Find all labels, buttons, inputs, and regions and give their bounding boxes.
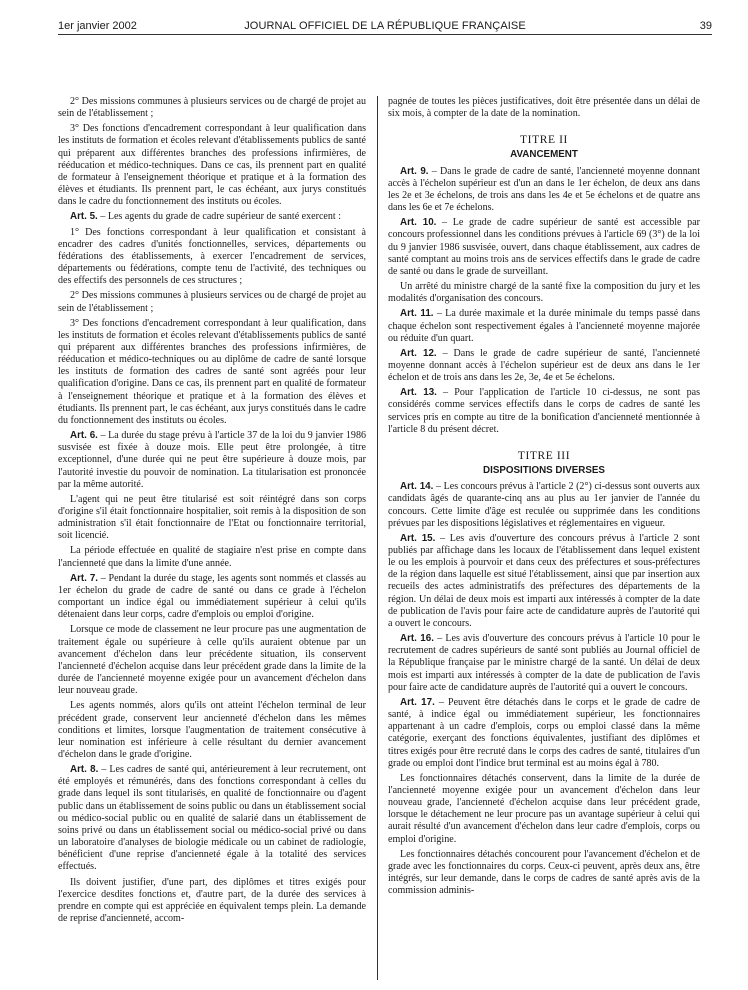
paragraph: Les agents nommés, alors qu'ils ont atteint l'échelon terminal de leur précédent grade, conservent leur ancienneté d'échelon dans les mêmes conditions et limites, lorsque l'augmentation de traitement consécutive à leur nomination est inférieure à celle résultant du dernier avancement d'échelon dans le grade d'origine. [58,700,366,760]
paragraph: 1° Des fonctions correspondant à leur qualification et consistant à encadrer des cadres d'unités fonctionnelles, services, départements ou fédérations des établissements, à exercer l'encadrement de services, départements ou fédérations, compte tenu de l'activité, des techniques ou des effectifs des personnels de ces structures ; [58,226,366,287]
article-text: – Dans le grade de cadre de santé, l'ancienneté moyenne donnant accès à l'échelon supérieur est d'un an dans le 1er échelon, de deux ans dans les 2e et 3e échelons, de trois ans dans les 4e et 5e échelons et de quatre ans dans les 6e et 7e échelons. [388,165,700,214]
article-text: – Dans le grade de cadre supérieur de santé, l'ancienneté moyenne donnant accès à l'échelon supérieur est de deux ans dans le 1er échelon et de trois ans dans les 2e, 3e, 4e et 5e échelons. [388,347,700,384]
column-divider [377,96,378,980]
article-text: – Les cadres de santé qui, antérieurement à leur recrutement, ont été employés et rémunérés, dans des fonctions correspondant à celles du grade dans lequel ils sont titularisés, en qualité de fonctionnaire ou d'agent public dans un établissement de soins public ou dans un établissement social ou médico-social public ou en qualité de salarié dans un établissement de soins privé ou dans un établissement social ou médico-social privé ou dans un laboratoire d'analyses de biologie médicale ou un cabinet de radiologie, bénéficient d'une reprise d'ancienneté égale à la totalité des services effectués. [58,764,366,873]
paragraph: Ils doivent justifier, d'une part, des diplômes et titres exigés pour l'exercice desdites fonctions et, d'autre part, de la durée des services à prendre en compte qui est appréciée en équivalent temps plein. La demande de reprise d'ancienneté, accom- [58,876,366,924]
section-heading: AVANCEMENT [510,149,578,161]
article-label: Art. 8. [70,764,99,776]
titre-heading: TITRE III [517,449,571,462]
article-14 [388,481,700,530]
titre-heading: TITRE II [520,134,568,147]
article-12 [388,348,700,384]
article-text: – Les avis d'ouverture des concours prévus à l'article 10 pour le recrutement de cadres supérieurs de santé sont publiés au Journal officiel de la République française par le ministre chargé de la santé. Un délai de deux mois est imparti aux intéressés à compter de la date de publication de l'avis pour faire acte de candidature auprès de l'autorité qui a ouvert le concours. [388,633,700,693]
article-5 [58,211,366,223]
page-number: 39 [699,20,712,32]
page-header [58,14,712,35]
article-label: Art. 10. [400,217,437,229]
journal-title: JOURNAL OFFICIEL DE LA RÉPUBLIQUE FRANÇAISE [244,20,526,32]
paragraph: 2° Des missions communes à plusieurs services ou de chargé de projet au sein de l'établissement ; [58,290,366,314]
article-text: – Le grade de cadre supérieur de santé est accessible par concours professionnel dans les conditions prévues à l'article 69 (3°) de la loi du 9 janvier 1986 susvisée, ouvert, dans chaque établissement, aux cadres de santé comptant au moins trois ans de services effectifs dans le grade de cadre de santé ou dans le grade de surveillant. [388,217,700,277]
paragraph: 3° Des fonctions d'encadrement correspondant à leur qualification, dans les instituts de formation et écoles relevant d'établissements publics de santé qui préparent aux différentes branches des professions infirmières, de rééducation et médico-techniques ou au diplôme de cadre de santé lorsque les instituts de formation des cadres de santé sont agréés pour leur qualification d'origine. Dans ce cas, ils prennent part en qualité de formateur à l'enseignement théorique et pratique et à la formation des élèves et étudiants. Ils prennent part, le cas échéant, aux jurys constitués dans le cadre du fonctionnement des instituts ou écoles. [58,317,366,426]
article-label: Art. 16. [400,633,434,645]
article-label: Art. 6. [70,430,98,442]
article-text: – La durée maximale et la durée minimale du temps passé dans chaque échelon sont respectivement égales à l'ancienneté moyenne majorée ou réduite d'un quart. [388,308,700,344]
article-text: – Les agents du grade de cadre supérieur de santé exercent : [97,211,342,223]
article-text: – Les avis d'ouverture des concours prévus à l'article 2 sont publiés par affichage dans les locaux de l'établissement dans lequel existent le ou les emplois à pourvoir et dans ceux des préfectures et sous-préfectures de la région dans laquelle est situé l'établissement, ainsi que par insertion aux recueils des actes administratifs des préfectures des départements de la région. Un délai de deux mois est imparti aux intéressés à compter de la date de publication de l'avis pour faire acte de candidature auprès de l'autorité qui a ouvert le concours. [388,532,700,629]
paragraph: 2° Des missions communes à plusieurs services ou de chargé de projet au sein de l'établissement ; [58,96,366,120]
article-label: Art. 9. [400,165,429,177]
article-text: – Les concours prévus à l'article 2 (2°) ci-dessus sont ouverts aux candidats âgés de quarante-cinq ans au plus au 1er janvier de l'année du concours. Cette limite d'âge est reculée ou supprimée dans les conditions prévues par les dispositions législatives et réglementaires en vigueur. [388,481,700,529]
article-label: Art. 17. [400,696,435,708]
paragraph: Lorsque ce mode de classement ne leur procure pas une augmentation de traitement égale ou supérieure à celle qu'ils auraient obtenue par un avancement d'échelon dans leur précédente situation, ils conservent l'ancienneté d'échelon acquise dans leur précédent grade dans la limite de la durée de l'ancienneté moyenne exigée pour un avancement d'échelon dans leur nouveau grade. [58,624,366,697]
article-6 [58,430,366,491]
article-16 [388,633,700,694]
article-text: – Pendant la durée du stage, les agents sont nommés et classés au 1er échelon du grade de cadre de santé ou dans ce grade à l'échelon comportant un indice égal ou immédiatement supérieur à celui qu'ils détenaient dans leur corps, cadre d'emplois ou emploi d'origine. [58,572,366,621]
article-label: Art. 14. [400,481,434,493]
paragraph: Un arrêté du ministre chargé de la santé fixe la composition du jury et les modalités d'organisation des concours. [388,281,700,305]
right-column [388,96,700,980]
section-heading: DISPOSITIONS DIVERSES [483,465,605,477]
article-13 [388,387,700,436]
paragraph: Les fonctionnaires détachés conservent, dans la limite de la durée de l'ancienneté moyenne exigée pour un avancement d'échelon dans leur nouveau grade, l'ancienneté d'échelon acquise dans leur précédent grade, lorsque le détachement ne leur procure pas un avantage supérieur à celui qui aurait résulté d'un avancement d'échelon dans leur cadre d'emplois, corps ou emploi d'origine. [388,772,700,845]
article-label: Art. 15. [400,532,436,544]
article-label: Art. 12. [400,347,437,359]
article-9 [388,166,700,215]
paragraph: La période effectuée en qualité de stagiaire n'est prise en compte dans l'ancienneté que dans la limite d'une année. [58,545,366,569]
paragraph-continued: pagnée de toutes les pièces justificatives, doit être présentée dans un délai de six mois, à compter de la date de la nomination. [388,96,700,120]
paragraph: L'agent qui ne peut être titularisé est soit réintégré dans son corps d'origine s'il était fonctionnaire hospitalier, soit remis à la disposition de son administration s'il était fonctionnaire de l'Etat ou fonctionnaire territorial, soit licencié. [58,493,366,542]
header-date: 1er janvier 2002 [58,20,137,32]
article-17 [388,697,700,770]
article-15 [388,533,700,630]
article-text: – La durée du stage prévu à l'article 37 de la loi du 9 janvier 1986 susvisée est fixée à douze mois. Elle peut être prolongée, à titre exceptionnel, d'une durée qui ne peut être supérieure à douze mois, par l'autorité investie du pouvoir de nomination. La titularisation est prononcée par la même autorité. [58,430,366,490]
article-11 [388,308,700,344]
article-label: Art. 11. [400,308,434,320]
article-label: Art. 7. [70,572,98,584]
article-text: – Pour l'application de l'article 10 ci-dessus, ne sont pas considérés comme services effectifs dans le corps de cadres de santé les services pris en compte au titre de la bonification d'ancienneté mentionnée à l'article 8 du présent décret. [388,387,700,435]
article-label: Art. 5. [70,211,98,223]
article-8 [58,764,366,873]
left-column [58,96,366,980]
article-text: – Peuvent être détachés dans le corps et le grade de cadre de santé, à indice égal ou immédiatement supérieur, les fonctionnaires appartenant à un cadre d'emplois, corps ou emploi classé dans la même catégorie, exerçant des fonctions équivalentes, justifiant des diplômes et titres exigés pour être recruté dans le corps des cadres de santé, titulaires d'un grade ou emploi dont l'indice brut terminal est au moins égal à 780. [388,696,700,769]
article-10 [388,217,700,278]
article-7 [58,573,366,622]
article-label: Art. 13. [400,387,437,399]
paragraph: 3° Des fonctions d'encadrement correspondant à leur qualification dans les instituts de formation et écoles relevant d'établissements publics de santé qui préparent aux différentes branches des professions infirmières, de rééducation et médico-techniques. Dans ce cas, ils prennent part en qualité de formateur à l'enseignement théorique et pratique et à la formation des élèves et étudiants. Ils prennent part, le cas échéant, aux jurys constitués dans le cadre du fonctionnement des instituts ou écoles. [58,123,366,208]
paragraph: Les fonctionnaires détachés concourent pour l'avancement d'échelon et de grade avec les fonctionnaires du corps. Ceux-ci peuvent, après deux ans, être intégrés, sur leur demande, dans le corps de cadres de santé après avis de la commission adminis- [388,848,700,897]
